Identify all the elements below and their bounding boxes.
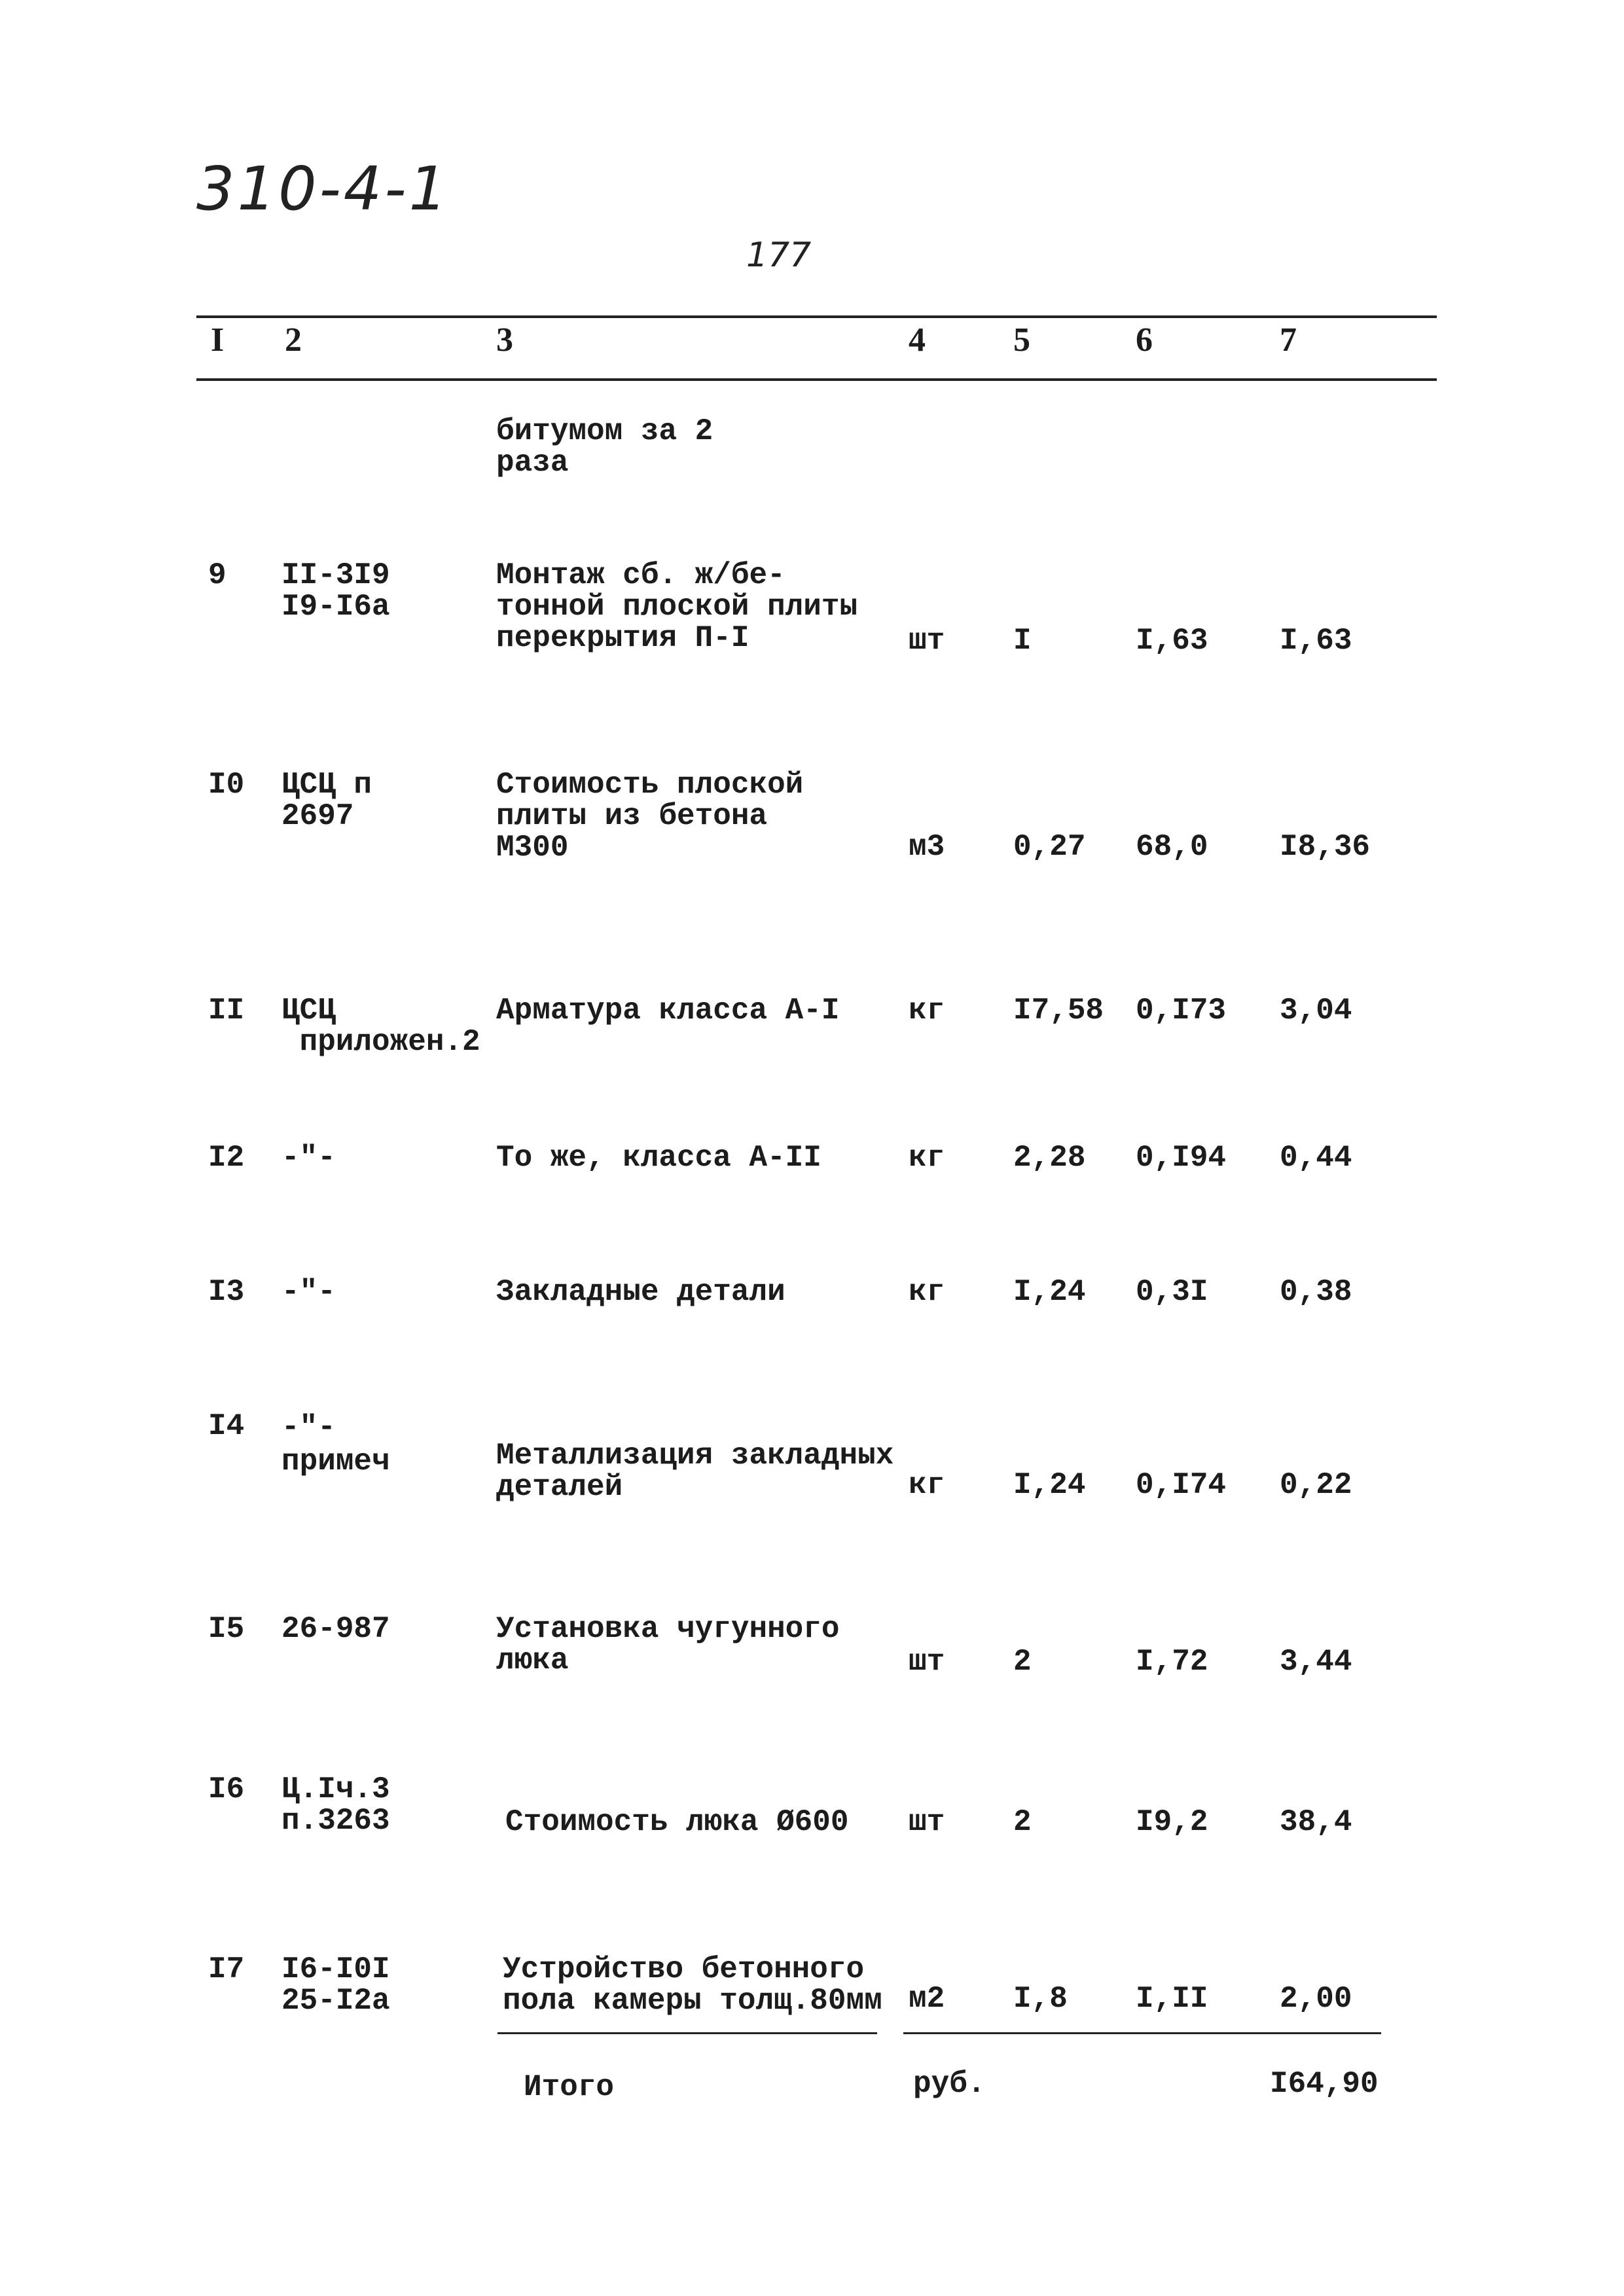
page-number: 177 <box>746 236 812 275</box>
row-14-total: 0,22 <box>1280 1468 1352 1502</box>
row-13-total: 0,38 <box>1280 1275 1352 1309</box>
row-17-unit: м2 <box>909 1982 945 2016</box>
column-header-2: 2 <box>285 321 302 359</box>
row-9-quantity: I <box>1013 624 1032 658</box>
row-10-unit: м3 <box>909 830 945 864</box>
row-15-price: I,72 <box>1136 1645 1208 1679</box>
row-14-unit: кг <box>909 1468 945 1502</box>
row-15-unit: шт <box>909 1645 945 1679</box>
row-16-code: Ц.Iч.3 п.3263 <box>281 1772 390 1838</box>
row-10-quantity: 0,27 <box>1013 830 1086 864</box>
row-17-code: I6-I0I 25-I2а <box>281 1952 390 2018</box>
row-11-total: 3,04 <box>1280 994 1352 1028</box>
row-17-number: I7 <box>208 1952 245 1986</box>
row-13-price: 0,3I <box>1136 1275 1208 1309</box>
row-9-code: II-3I9 I9-I6a <box>281 558 390 624</box>
row-11-unit: кг <box>909 994 945 1028</box>
row-12-price: 0,I94 <box>1136 1141 1227 1175</box>
row-15-code: 26-987 <box>281 1612 390 1646</box>
row-9-price: I,63 <box>1136 624 1208 658</box>
continuation-text: битумом за 2 раза <box>496 414 713 480</box>
row-14-name: Металлизация закладных деталей <box>496 1439 894 1504</box>
row-11-number: II <box>208 994 245 1028</box>
row-9-total: I,63 <box>1280 624 1352 658</box>
row-15-number: I5 <box>208 1612 245 1646</box>
row-10-total: I8,36 <box>1280 830 1371 864</box>
row-13-code: -"- <box>281 1275 336 1309</box>
row-14-number: I4 <box>208 1409 245 1443</box>
row-16-quantity: 2 <box>1013 1805 1032 1839</box>
column-header-4: 4 <box>909 321 926 359</box>
row-9-name: Монтаж сб. ж/бе- тонной плоской плиты перекрытия П-I <box>496 558 858 655</box>
row-12-number: I2 <box>208 1141 245 1175</box>
row-17-total: 2,00 <box>1280 1982 1352 2016</box>
row-14-price: 0,I74 <box>1136 1468 1227 1502</box>
row-10-name: Стоимость плоской плиты из бетона М300 <box>496 768 804 865</box>
row-17-price: I,II <box>1136 1982 1208 2016</box>
summary-unit: руб. <box>913 2067 986 2101</box>
row-13-name: Закладные детали <box>496 1275 785 1309</box>
row-15-name: Установка чугунного люка <box>496 1612 840 1677</box>
row-9-unit: шт <box>909 624 945 658</box>
row-12-total: 0,44 <box>1280 1141 1352 1175</box>
summary-rule-left <box>497 2032 877 2034</box>
row-15-quantity: 2 <box>1013 1645 1032 1679</box>
row-16-total: 38,4 <box>1280 1805 1352 1839</box>
row-16-price: I9,2 <box>1136 1805 1208 1839</box>
row-11-name: Арматура класса А-I <box>496 994 840 1028</box>
row-11-quantity: I7,58 <box>1013 994 1104 1028</box>
row-16-unit: шт <box>909 1805 945 1839</box>
summary-rule-right <box>903 2032 1381 2034</box>
row-16-number: I6 <box>208 1772 245 1806</box>
row-17-name: Устройство бетонного пола камеры толщ.80мм <box>503 1952 882 2018</box>
summary-total: I64,90 <box>1270 2067 1379 2101</box>
row-11-code: ЦСЦ приложен.2 <box>281 994 480 1059</box>
row-13-quantity: I,24 <box>1013 1275 1086 1309</box>
column-header-5: 5 <box>1013 321 1030 359</box>
summary-label: Итого <box>524 2070 615 2104</box>
header-bottom-rule <box>196 378 1437 381</box>
row-12-name: То же, класса А-II <box>496 1141 821 1175</box>
column-header-1: I <box>211 321 225 359</box>
row-11-price: 0,I73 <box>1136 994 1227 1028</box>
row-10-price: 68,0 <box>1136 830 1208 864</box>
row-16-name: Стоимость люка Ø600 <box>505 1805 849 1839</box>
header-top-rule <box>196 315 1437 318</box>
row-10-number: I0 <box>208 768 245 802</box>
row-13-unit: кг <box>909 1275 945 1309</box>
document-code: 310-4-1 <box>196 154 450 224</box>
row-10-code: ЦСЦ п 2697 <box>281 768 372 833</box>
column-header-3: 3 <box>496 321 513 359</box>
row-9-number: 9 <box>208 558 226 592</box>
row-12-quantity: 2,28 <box>1013 1141 1086 1175</box>
column-header-6: 6 <box>1136 321 1153 359</box>
row-14-quantity: I,24 <box>1013 1468 1086 1502</box>
row-17-quantity: I,8 <box>1013 1982 1068 2016</box>
column-header-7: 7 <box>1280 321 1297 359</box>
row-14-code: -"- примеч <box>281 1410 390 1479</box>
row-12-code: -"- <box>281 1141 336 1175</box>
row-13-number: I3 <box>208 1275 245 1309</box>
row-12-unit: кг <box>909 1141 945 1175</box>
row-15-total: 3,44 <box>1280 1645 1352 1679</box>
